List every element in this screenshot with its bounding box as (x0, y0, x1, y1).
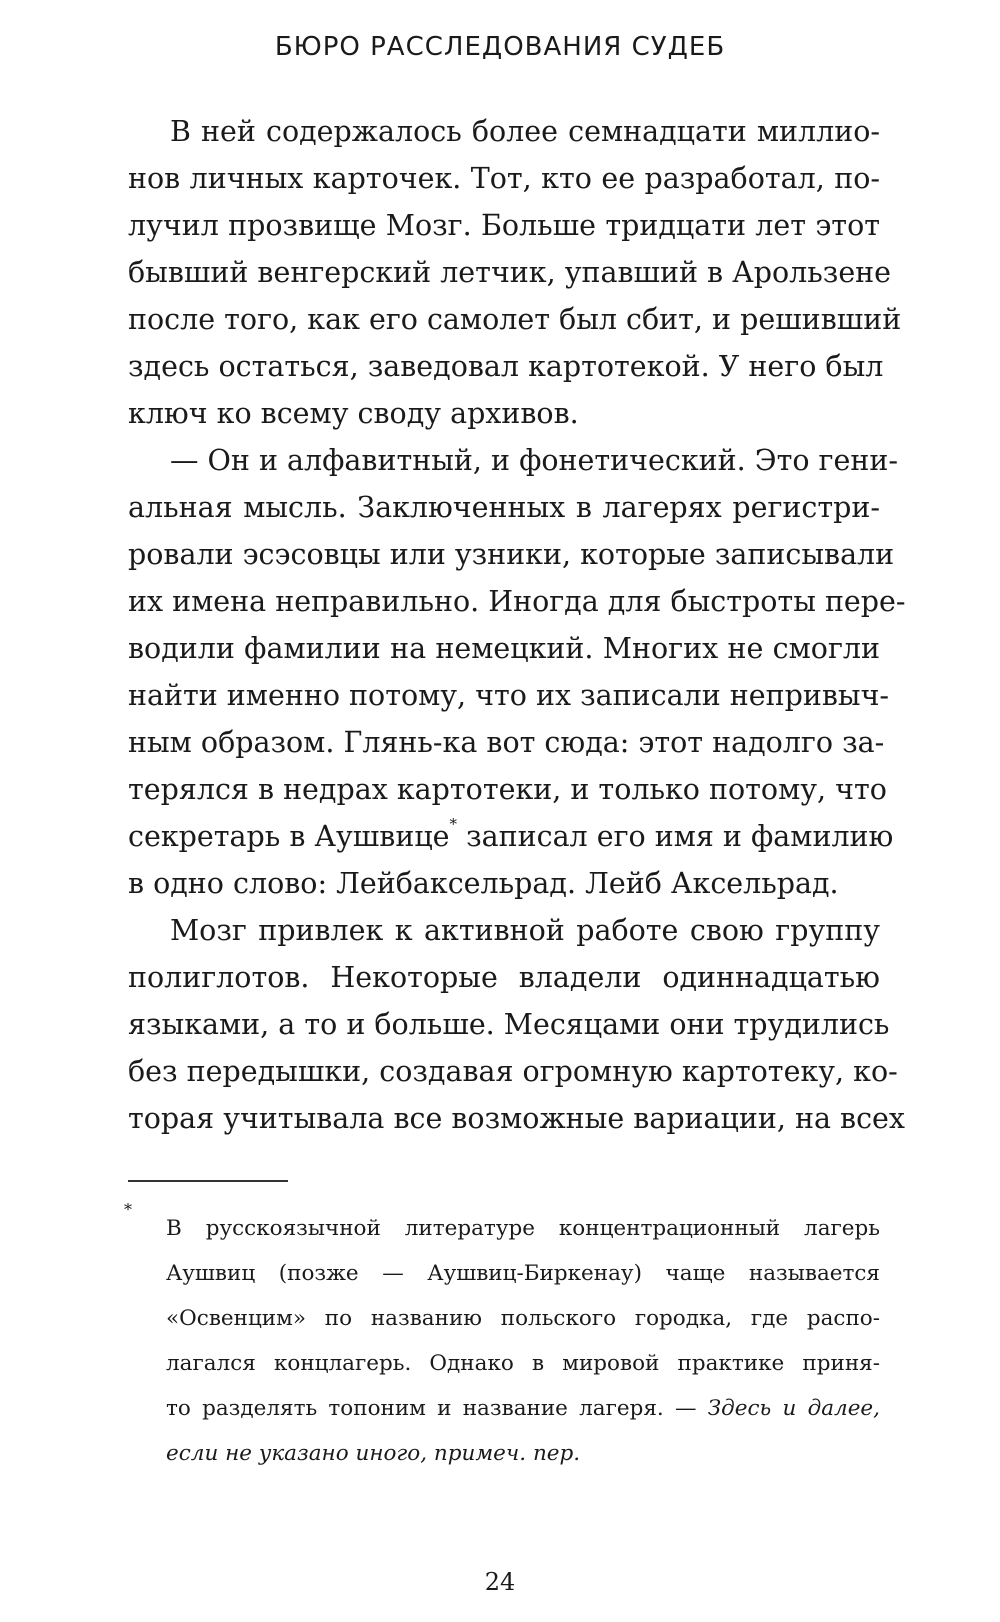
text-line (128, 813, 894, 860)
footnote-line: если не указано иного, примеч. пер. (166, 1441, 581, 1466)
text-line: без передышки, создавая огромную картотеку, ко- (128, 1055, 898, 1088)
text-line: В ней содержалось более семнадцати миллио- (170, 115, 880, 148)
text-line: в одно слово: Лейбаксельрад. Лейб Аксельрад. (128, 867, 839, 900)
text-line: бывший венгерский летчик, упавший в Арользене (128, 256, 892, 289)
text-line: ключ ко всему своду архивов. (128, 397, 579, 430)
text-line: альная мысль. Заключенных в лагерях регистри- (128, 491, 880, 524)
running-head: БЮРО РАССЛЕДОВАНИЯ СУДЕБ (274, 32, 726, 62)
text-fragment: секретарь в Аушвице (128, 820, 450, 853)
text-line: здесь остаться, заведовал картотекой. У него был (128, 350, 884, 383)
footnote-line: «Освенцим» по названию польского городка, где распо- (166, 1306, 880, 1331)
text-line: нов личных карточек. Тот, кто ее разработал, по- (128, 162, 880, 195)
text-line: — Он и алфавитный, и фонетический. Это гени- (170, 444, 898, 477)
page-number: 24 (484, 1568, 516, 1596)
text-line: после того, как его самолет был сбит, и решивший (128, 303, 902, 336)
footnote-separator (128, 1180, 288, 1182)
body-text (128, 108, 906, 1142)
footnote-fragment: то разделять топоним и название лагеря. — (166, 1396, 708, 1421)
text-fragment: записал его имя и фамилию (457, 820, 894, 853)
footnote-marker: * (124, 1200, 132, 1219)
footnote-line: Аушвиц (позже — Аушвиц-Биркенау) чаще называется (166, 1261, 880, 1286)
footnote-line (128, 1386, 880, 1431)
footnote-reference: * (449, 815, 458, 833)
text-line: лучил прозвище Мозг. Больше тридцати лет этот (128, 209, 880, 242)
text-line: Мозг привлек к активной работе свою группу (170, 914, 880, 947)
footnote (124, 1200, 880, 1476)
text-line: ным образом. Глянь-ка вот сюда: этот надолго за- (128, 726, 885, 759)
text-line: полиглотов. Некоторые владели одиннадцатью (128, 961, 880, 994)
text-line: торая учитывала все возможные вариации, на всех (128, 1102, 905, 1135)
text-line: ровали эсэсовцы или узники, которые записывали (128, 538, 895, 571)
footnote-line: лагался концлагерь. Однако в мировой практике приня- (166, 1351, 880, 1376)
text-line: водили фамилии на немецкий. Многих не смогли (128, 632, 880, 665)
text-line: их имена неправильно. Иногда для быстроты пере- (128, 585, 906, 618)
text-line: терялся в недрах картотеки, и только потому, что (128, 773, 887, 806)
footnote-italic-fragment: Здесь и далее, (707, 1396, 880, 1421)
text-line: языками, а то и больше. Месяцами они трудились (128, 1008, 890, 1041)
footnote-line: В русскоязычной литературе концентрационный лагерь (166, 1216, 880, 1241)
text-line: найти именно потому, что их записали непривыч- (128, 679, 890, 712)
